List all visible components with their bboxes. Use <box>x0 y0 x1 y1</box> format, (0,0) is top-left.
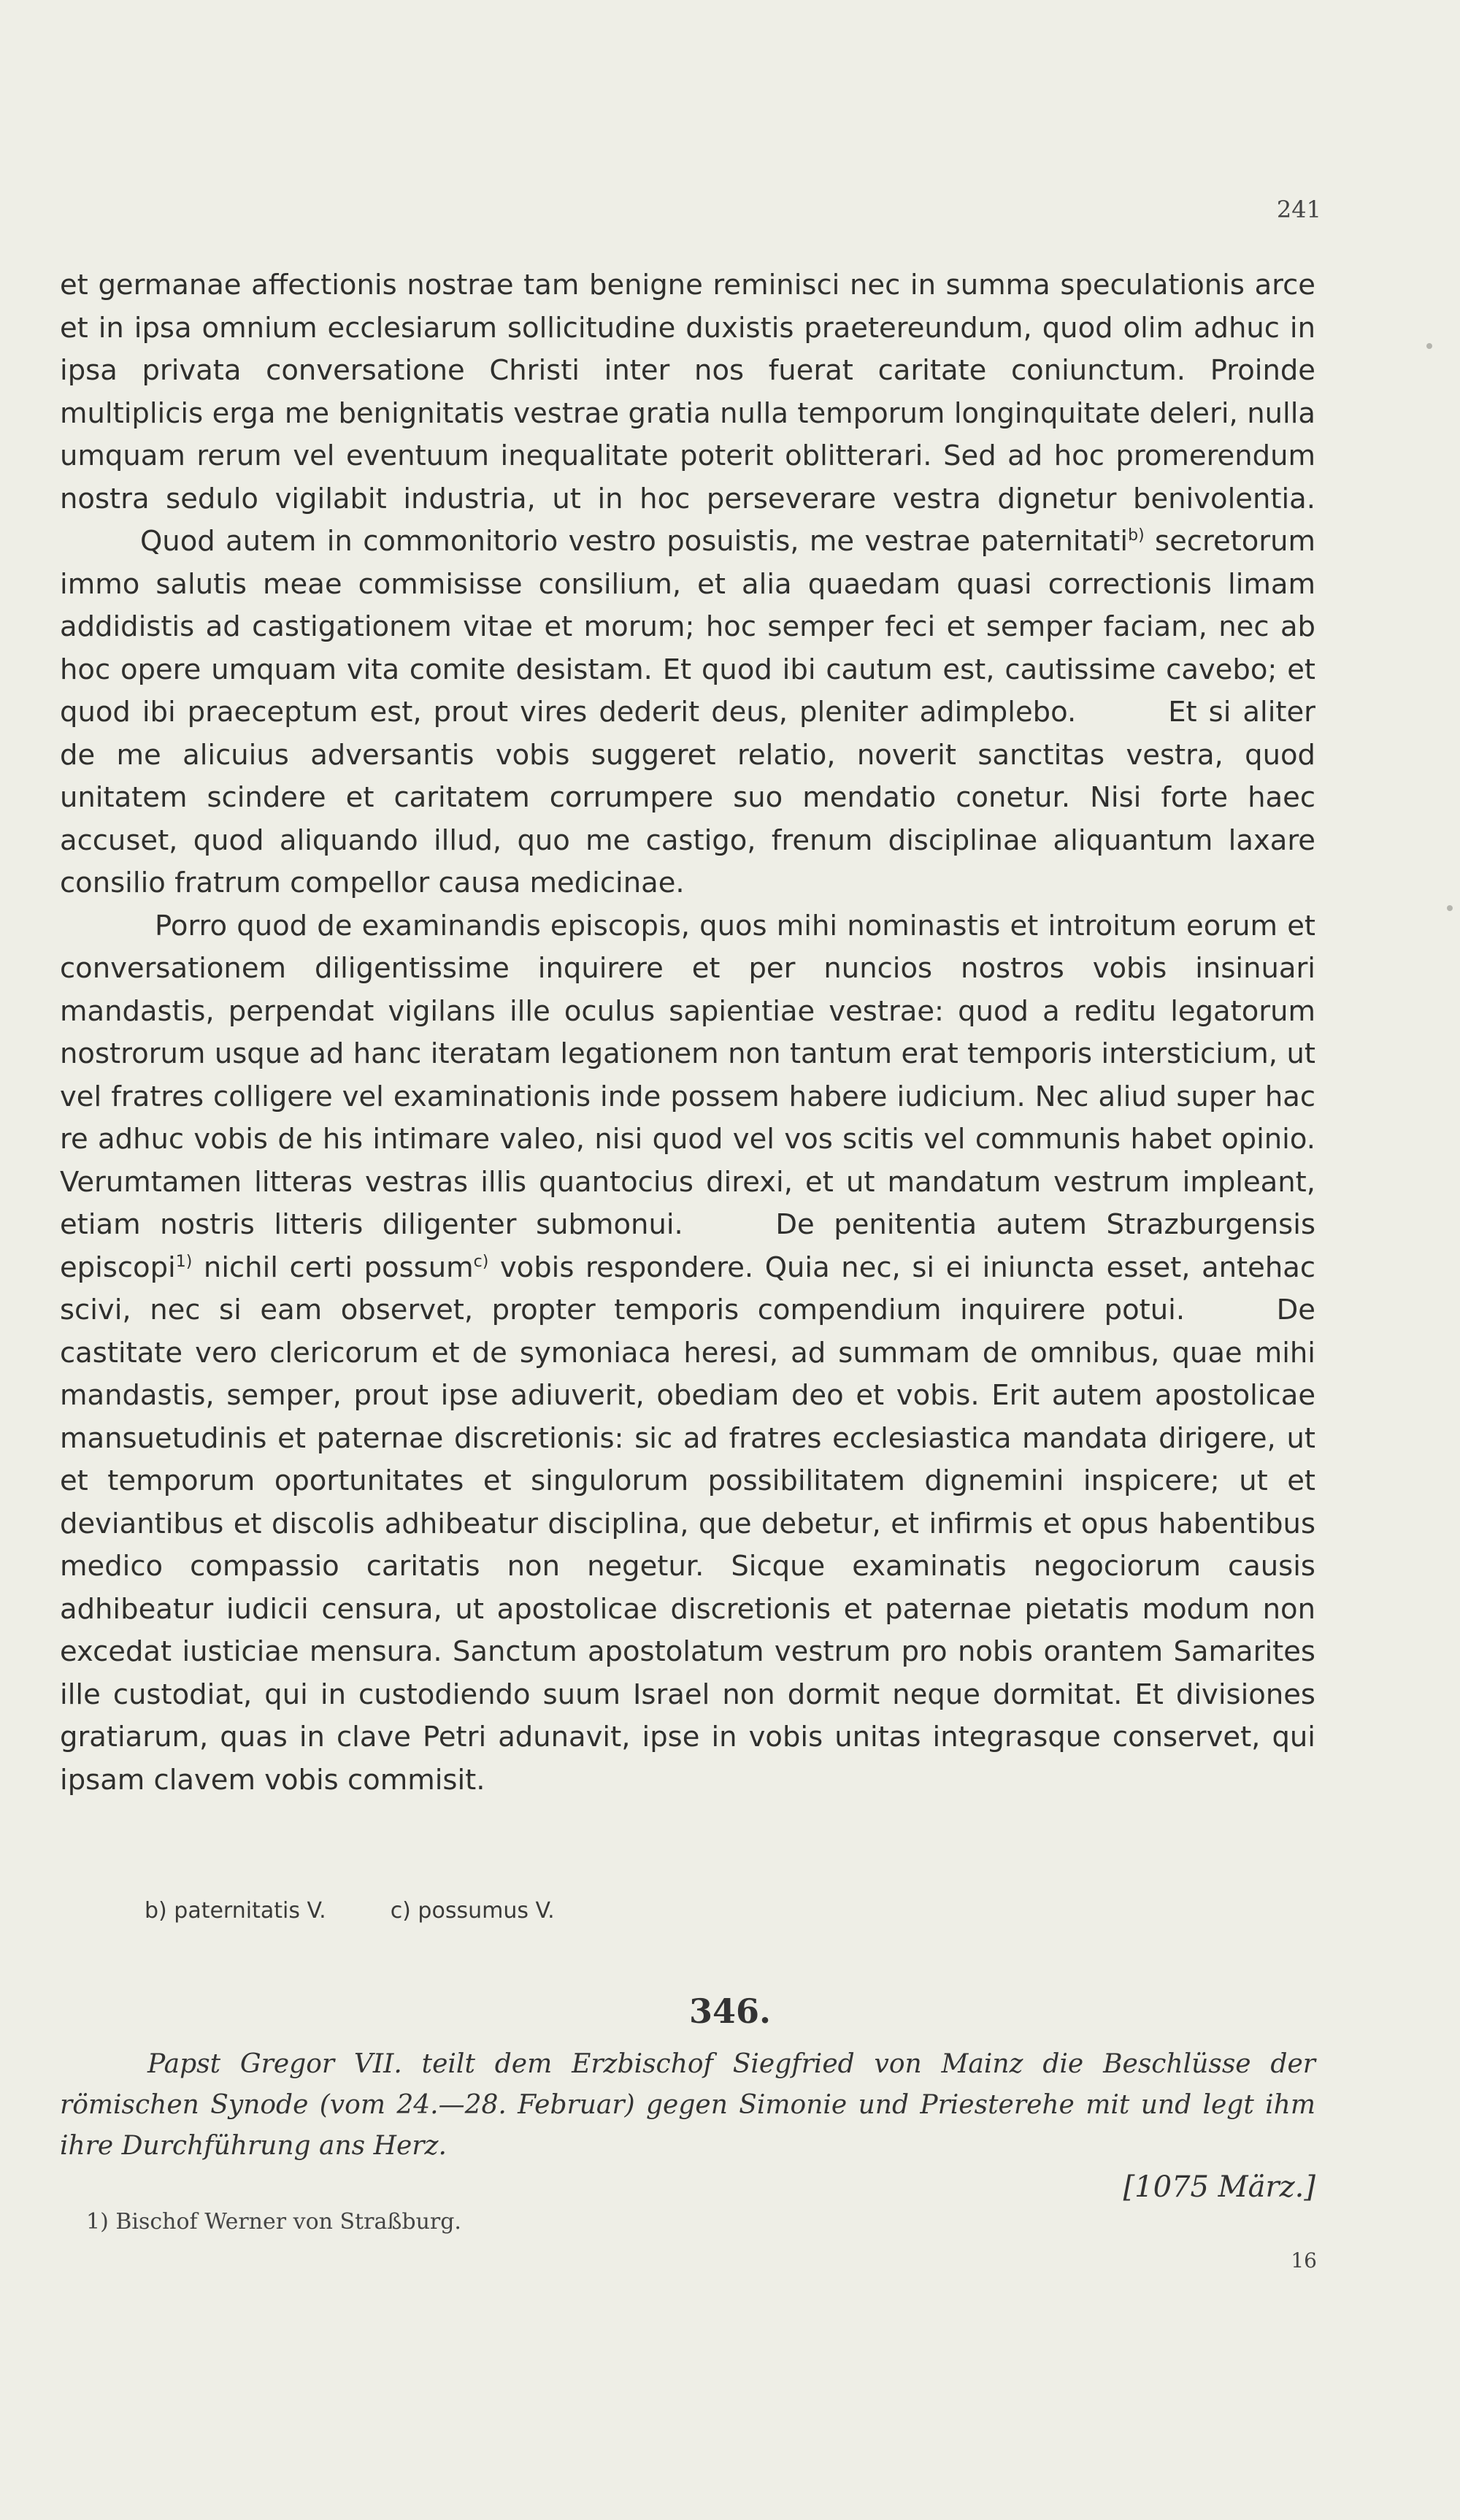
regest-date: [1075 März.] <box>1123 2170 1315 2204</box>
note-marker-c: c) <box>473 1252 489 1271</box>
footnote-marker-1: 1) <box>175 1252 193 1271</box>
paper-speck <box>1447 905 1453 911</box>
apparatus-note-b: b) paternitatis V. <box>145 1898 326 1924</box>
paragraph <box>60 264 1315 905</box>
regest-text <box>60 2044 1315 2167</box>
apparatus-note-c: c) possumus V. <box>390 1898 555 1924</box>
letter-body <box>60 264 1315 1802</box>
paragraph-text: secretorum immo salutis meae commisisse consilium, et alia quaedam quasi correctionis limam addidistis ad castigationem vitae et morum; hoc semper feci et semper faciam, nec ab hoc opere umquam vita comite desistam. Et quod ibi cautum est, cautissime cavebo; et quod ibi praeceptum est, prout vires dederit deus, pleniter adimplebo. <box>60 525 1316 729</box>
paragraph <box>60 905 1315 1802</box>
paragraph-text: nichil certi possum <box>192 1251 474 1284</box>
document-number: 346. <box>688 1991 772 2031</box>
paragraph-text: Et si aliter de me alicuius adversantis vobis suggeret relatio, noverit sanctitas vestra, quod unitatem scindere et caritatem corrumpere suo mendatio conetur. Nisi forte haec accuset, quod aliquando illud, quo me castigo, frenum disciplinae aliquantum laxare consilio fratrum compellor causa medicinae. <box>60 696 1315 899</box>
note-marker-b: b) <box>1128 526 1145 545</box>
paragraph-text: De castitate vero clericorum et de symoniaca heresi, ad summam de omnibus, quae mihi mandastis, semper, prout ipse adiuverit, obediam deo et vobis. Erit autem apostolicae mansuetudinis et paternae discretionis: sic ad fratres ecclesiastica mandata dirigere, ut et temporum oportunitates et singulorum possibilitatem dignemini inspicere; ut et deviantibus et discolis adhibeatur disciplina, que debetur, et infirmis et opus habentibus medico compassio caritatis non negetur. Sicque examinatis negociorum causis adhibeatur iudicii censura, ut apostolicae discretionis et paternae pietatis modum non excedat iusticiae mensura. Sanctum apostolatum vestrum pro nobis orantem Samarites ille custodiat, qui in custodiendo suum Israel non dormit neque dormitat. Et divisiones gratiarum, quas in clave Petri adunavit, ipse in vobis unitas integrasque conservet, qui ipsam clavem vobis commisit. <box>60 1294 1315 1797</box>
regest-summary: Papst Gregor VII. teilt dem Erzbischof Siegfried von Mainz die Beschlüsse der römischen Synode (vom 24.—28. Februar) gegen Simonie und Priesterehe mit und legt ihm ihre Durchführung ans Herz. <box>60 2049 1315 2161</box>
regest <box>60 2044 1315 2208</box>
page-number: 241 <box>1276 196 1321 223</box>
signature-mark: 16 <box>1291 2248 1317 2273</box>
paper-speck <box>1426 343 1432 349</box>
footnote-1: 1) Bischof Werner von Straßburg. <box>86 2209 461 2235</box>
paragraph-text: Quod autem in commonitorio vestro posuistis, me vestrae paternitati <box>140 525 1129 558</box>
apparatus-notes <box>145 1898 555 1924</box>
paragraph-text: et germanae affectionis nostrae tam benigne reminisci nec in summa speculationis arce et in ipsa omnium ecclesiarum sollicitudine duxistis praetereundum, quod olim adhuc in ipsa privata conversatione Christi inter nos fuerat caritate coniunctum. Proinde multiplicis erga me benignitatis vestrae gratia nulla temporum longinquitate deleri, nulla umquam rerum vel eventuum inequalitate poterit oblitterari. Sed ad hoc promerendum nostra sedulo vigilabit industria, ut in hoc perseverare vestra dignetur benivolentia. <box>60 269 1315 515</box>
paragraph-text: De penitentia autem Strazburgensis episcopi <box>60 1208 1315 1284</box>
paragraph-text: Porro quod de examinandis episcopis, quos mihi nominastis et introitum eorum et conversationem diligentissime inquirere et per nuncios nostros vobis insinuari mandastis, perpendat vigilans ille oculus sapientiae vestrae: quod a reditu legatorum nostrorum usque ad hanc iteratam legationem non tantum erat temporis intersticium, ut vel fratres colligere vel examinationis inde possem habere iudicium. Nec aliud super hac re adhuc vobis de his intimare valeo, nisi quod vel vos scitis vel communis habet opinio. Verumtamen litteras vestras illis quantocius direxi, et ut mandatum vestrum impleant, etiam nostris litteris diligenter submonui. <box>60 909 1315 1241</box>
paragraph-text: vobis respondere. Quia nec, si ei iniuncta esset, antehac scivi, nec si eam observet, propter temporis compendium inquirere potui. <box>60 1251 1315 1326</box>
regest-date-line <box>60 2167 1315 2208</box>
